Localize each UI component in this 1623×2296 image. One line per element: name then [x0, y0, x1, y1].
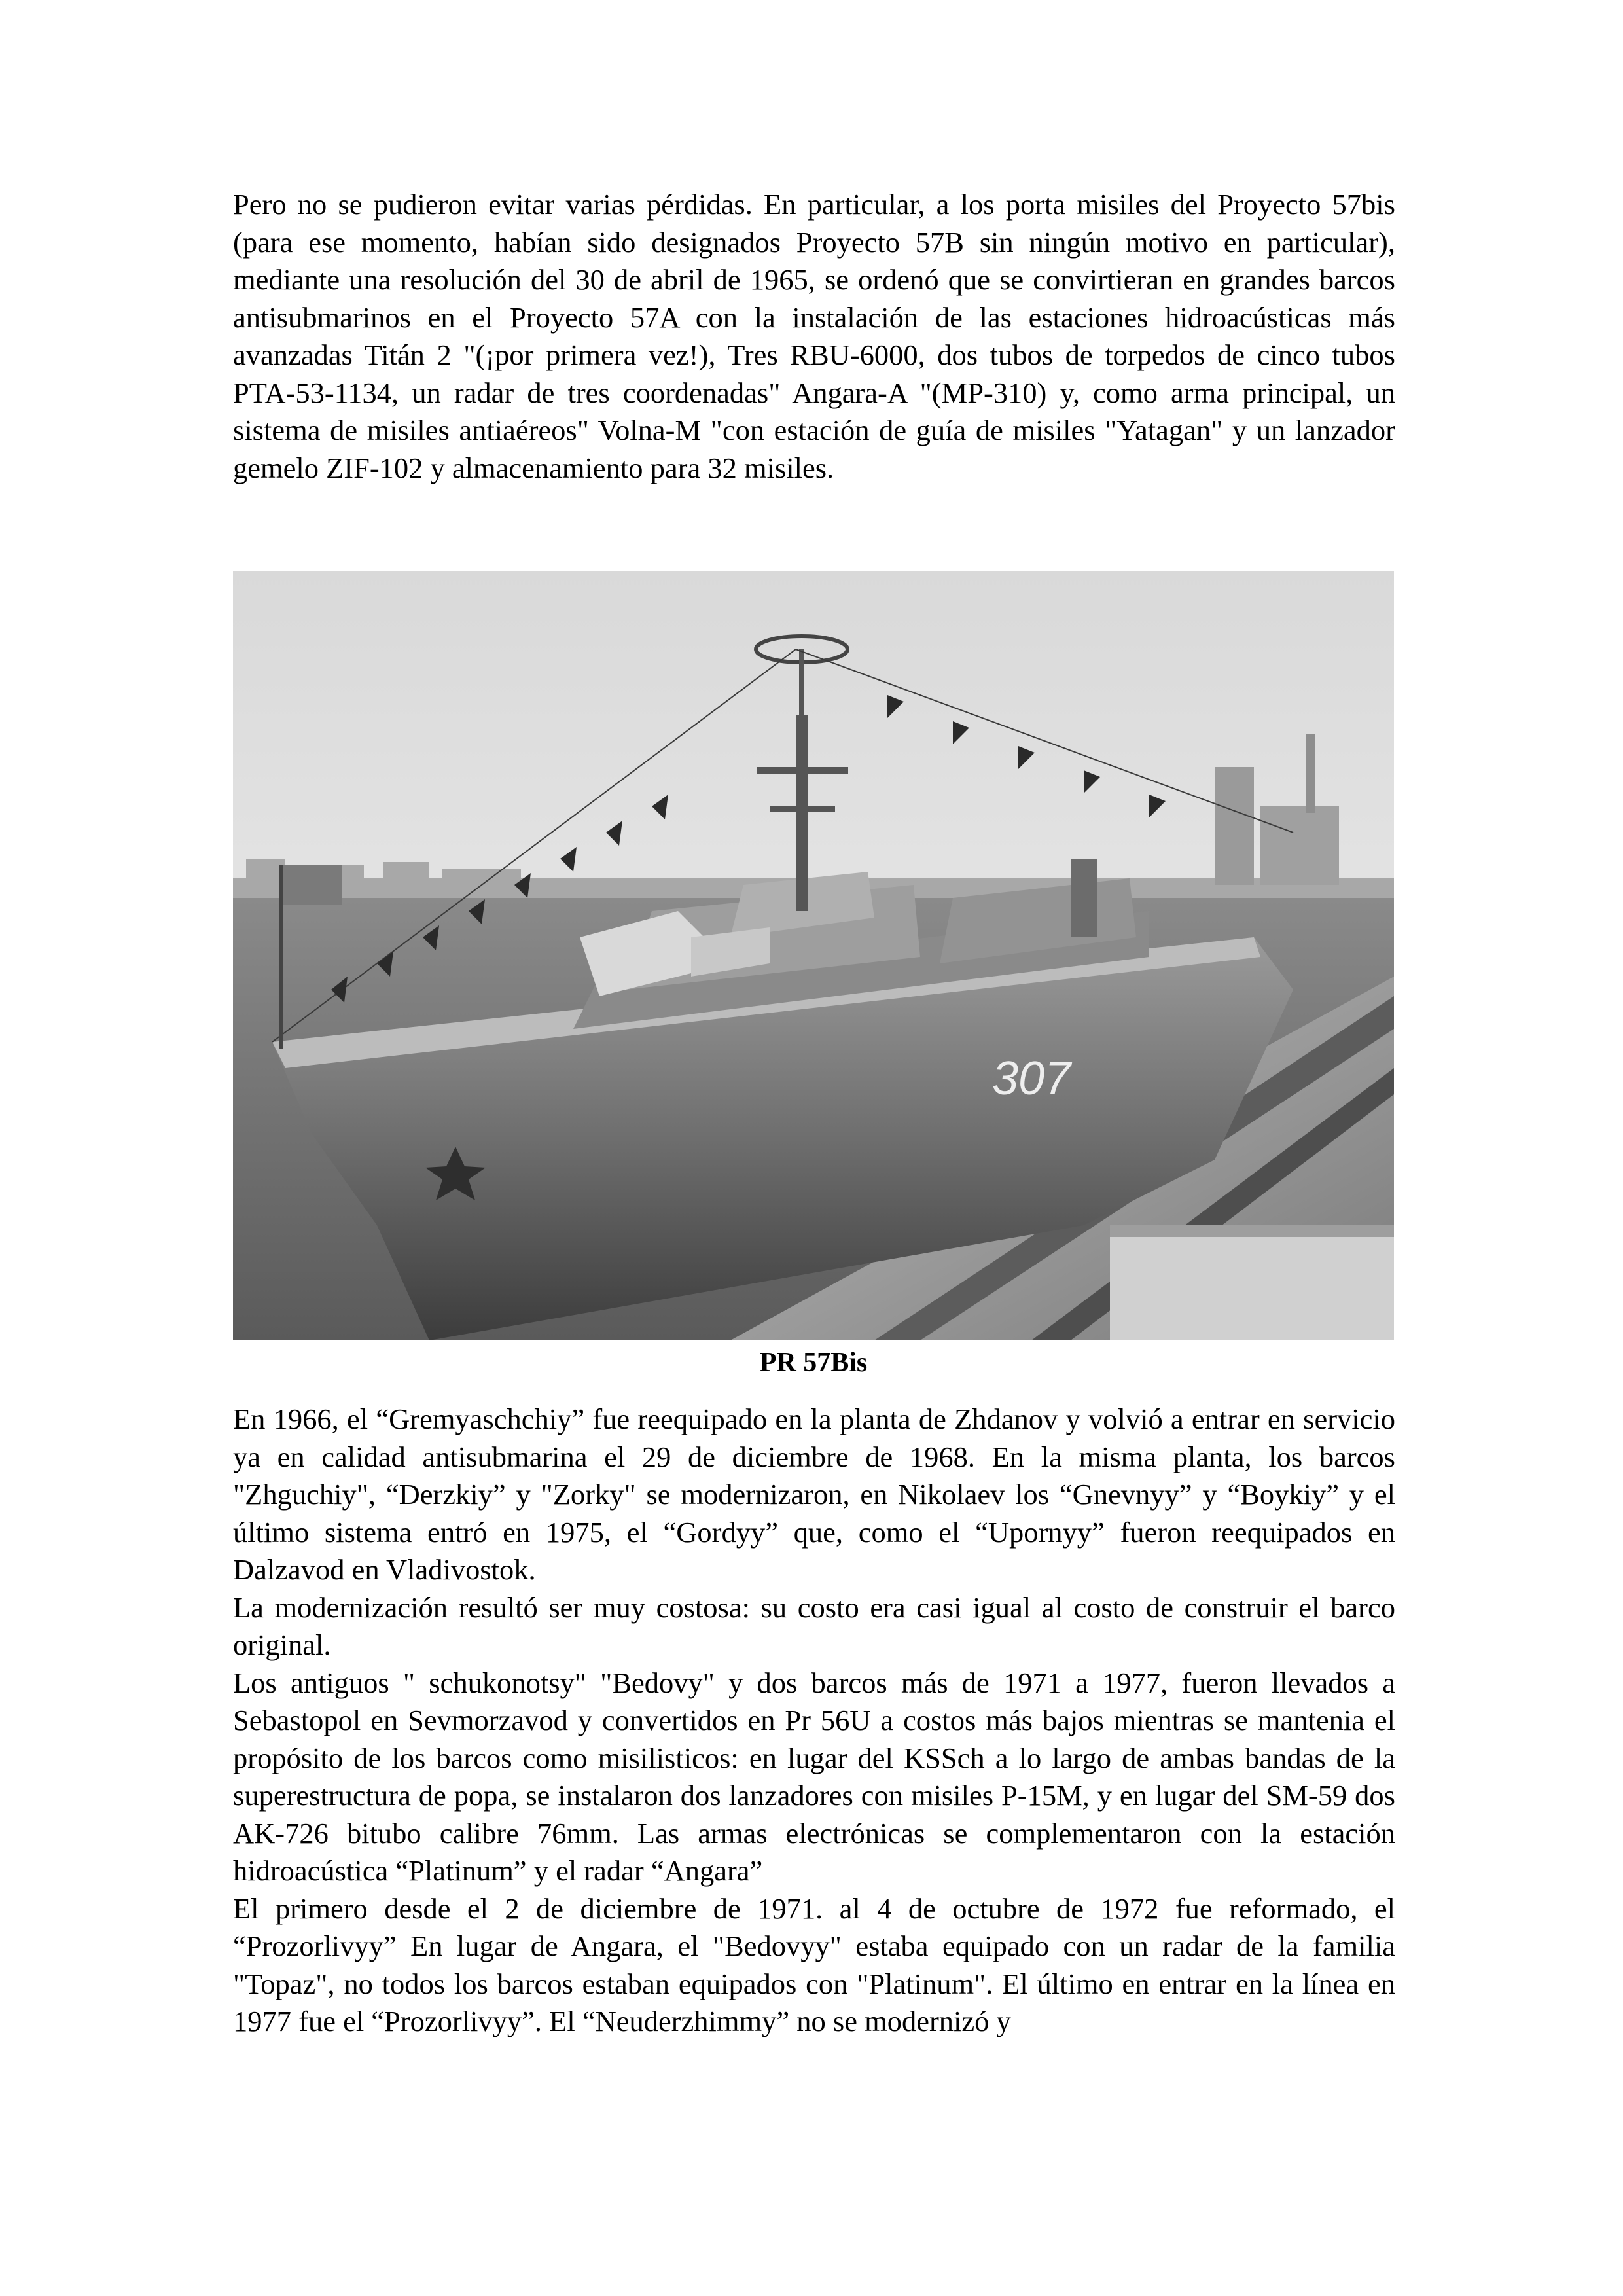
ship-photo-illustration	[233, 571, 1394, 1340]
paragraph-intro: Pero no se pudieron evitar varias pérdidas. En particular, a los porta misiles del Proyecto 57bis (para ese momento, habían sido designados Proyecto 57B sin ningún motivo en particular), mediante una resolución del 30 de abril de 1965, se ordenó que se convirtieran en grandes barcos antisubmarinos en el Proyecto 57A con la instalación de las estaciones hidroacústicas más avanzadas Titán 2 "(¡por primera vez!), Tres RBU-6000, dos tubos de torpedos de cinco tubos PTA-53-1134, un radar de tres coordenadas" Angara-A "(MP-310) y, como arma principal, un sistema de misiles antiaéreos" Volna-M "con estación de guía de misiles "Yatagan" y un lanzador gemelo ZIF-102 y almacenamiento para 32 misiles.	[233, 188, 1395, 484]
paragraph-conversion: Los antiguos " schukonotsy" "Bedovy" y dos barcos más de 1971 a 1977, fueron llevados a Sebastopol en Sevmorzavod y convertidos en Pr 56U a costos más bajos mientras se mantenia el propósito de los barcos como misilisticos: en lugar del KSSch a lo largo de ambas bandas de la superestructura de popa, se instalaron dos lanzadores con misiles P-15M, y en lugar del SM-59 dos AK-726 bitubo calibre 76mm. Las armas electrónicas se complementaron con la estación hidroacústica “Platinum” y el radar “Angara”	[233, 1666, 1395, 1887]
hull-number: 307	[992, 1052, 1071, 1105]
paragraph-first-refit: El primero desde el 2 de diciembre de 1971. al 4 de octubre de 1972 fue reformado, el “Prozorlivyy” En lugar de Angara, el "Bedovyy" estaba equipado con un radar de la familia "Topaz", no todos los barcos estaban equipados con "Platinum". El último en entrar en la línea en 1977 fue el “Prozorlivyy”. El “Neuderzhimmy” no se modernizó y	[233, 1892, 1395, 2037]
paragraph-cost: La modernización resultó ser muy costosa: su costo era casi igual al costo de construir el barco original.	[233, 1590, 1395, 1661]
ship-photo	[233, 571, 1394, 1340]
paragraph-refit: En 1966, el “Gremyaschchiy” fue reequipado en la planta de Zhdanov y volvió a entrar en servicio ya en calidad antisubmarina el 29 de diciembre de 1968. En la misma planta, los barcos "Zhguchiy", “Derzkiy” y "Zorky" se modernizaron, en Nikolaev los “Gnevnyy” y “Boykiy” y el último sistema entró en 1975, el “Gordyy” que, como el “Upornyy” fueron reequipados en Dalzavod en Vladivostok.	[233, 1403, 1395, 1586]
naval-ensign	[283, 865, 342, 905]
photo-caption: PR 57Bis	[759, 1348, 868, 1378]
flag-pole	[279, 865, 283, 1049]
body-text	[233, 1401, 1395, 2041]
